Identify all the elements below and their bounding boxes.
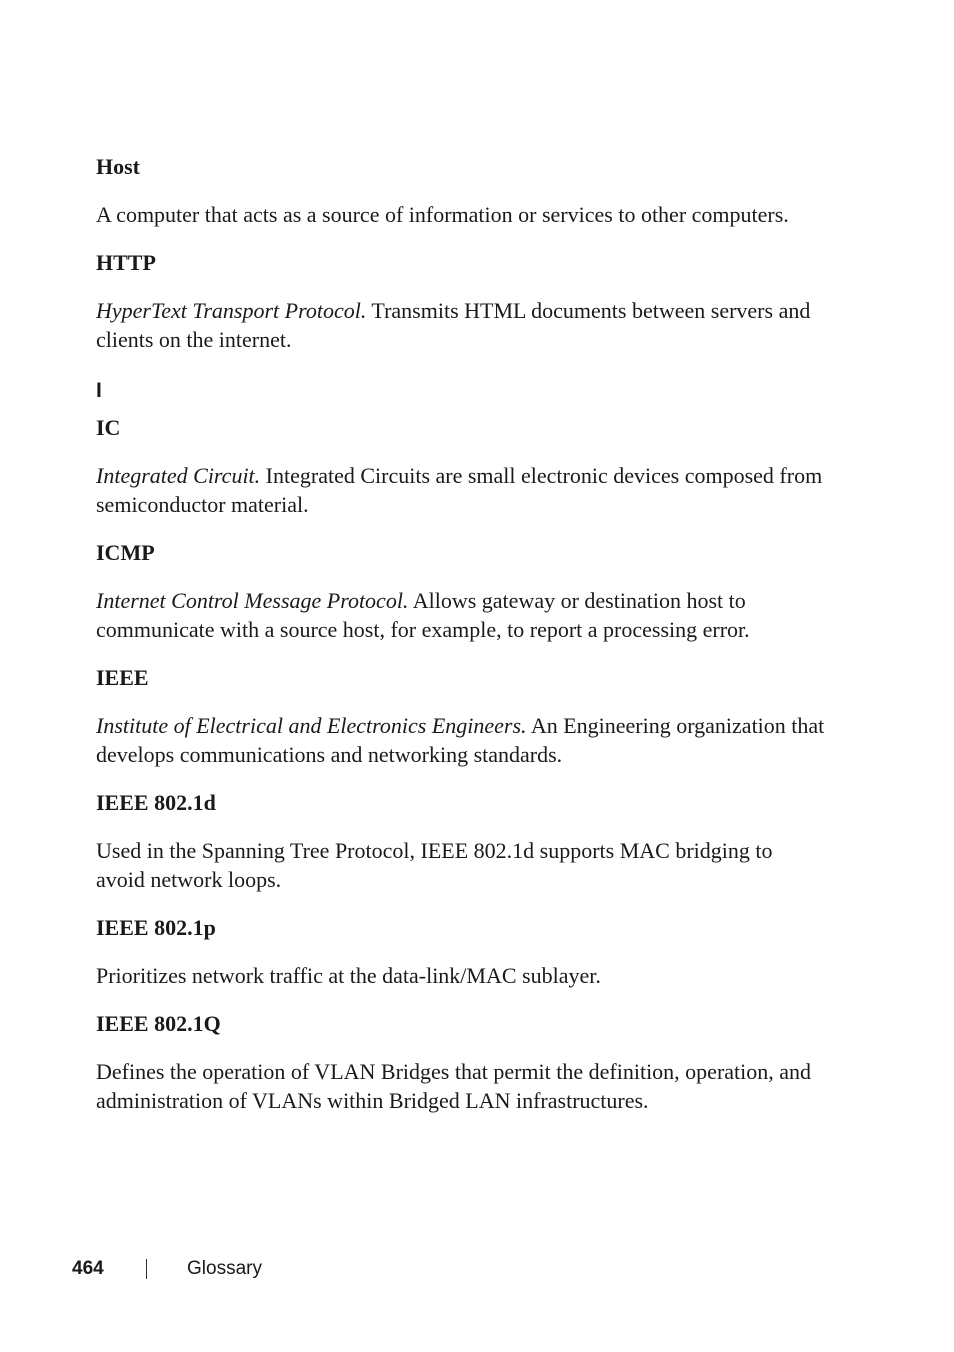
definition-text: Transmits HTML documents between servers and clients on the internet. [96, 298, 811, 352]
term-host: Host [96, 154, 140, 179]
footer-section-title: Glossary [187, 1258, 262, 1279]
expansion-italic: HyperText Transport Protocol. [96, 298, 367, 323]
page-number: 464 [72, 1258, 104, 1279]
term-ic: IC [96, 415, 121, 440]
expansion-italic: Internet Control Message Protocol. [96, 588, 409, 613]
definition-text: Used in the Spanning Tree Protocol, IEEE 802.1d supports MAC bridging to avoid network loops. [96, 838, 773, 892]
expansion-italic: Institute of Electrical and Electronics Engineers. [96, 713, 527, 738]
footer-divider [146, 1259, 147, 1279]
definition-host [96, 200, 826, 229]
definition-text: Defines the operation of VLAN Bridges that permit the definition, operation, and administration of VLANs within Bridged LAN infrastructures. [96, 1059, 812, 1113]
term-icmp: ICMP [96, 540, 155, 565]
glossary-content [96, 152, 826, 1134]
definition-ieee-802-1d [96, 836, 826, 894]
section-letter: I [96, 379, 102, 402]
definition-text: Prioritizes network traffic at the data-link/MAC sublayer. [96, 963, 601, 988]
definition-text: Allows gateway or destination host to communicate with a source host, for example, to report a processing error. [96, 588, 750, 642]
term-ieee: IEEE [96, 665, 149, 690]
definition-icmp [96, 586, 826, 644]
term-http: HTTP [96, 250, 156, 275]
expansion-italic: Integrated Circuit. [96, 463, 261, 488]
page-footer [72, 1255, 262, 1283]
definition-text: Integrated Circuits are small electronic devices composed from semiconductor material. [96, 463, 823, 517]
definition-ieee-802-1q [96, 1057, 826, 1115]
definition-text: A computer that acts as a source of information or services to other computers. [96, 202, 789, 227]
definition-ic [96, 461, 826, 519]
definition-text: An Engineering organization that develops communications and networking standards. [96, 713, 825, 767]
term-ieee-802-1d: IEEE 802.1d [96, 790, 216, 815]
term-ieee-802-1q: IEEE 802.1Q [96, 1011, 221, 1036]
definition-ieee [96, 711, 826, 769]
definition-http [96, 296, 826, 354]
term-ieee-802-1p: IEEE 802.1p [96, 915, 216, 940]
definition-ieee-802-1p [96, 961, 826, 990]
